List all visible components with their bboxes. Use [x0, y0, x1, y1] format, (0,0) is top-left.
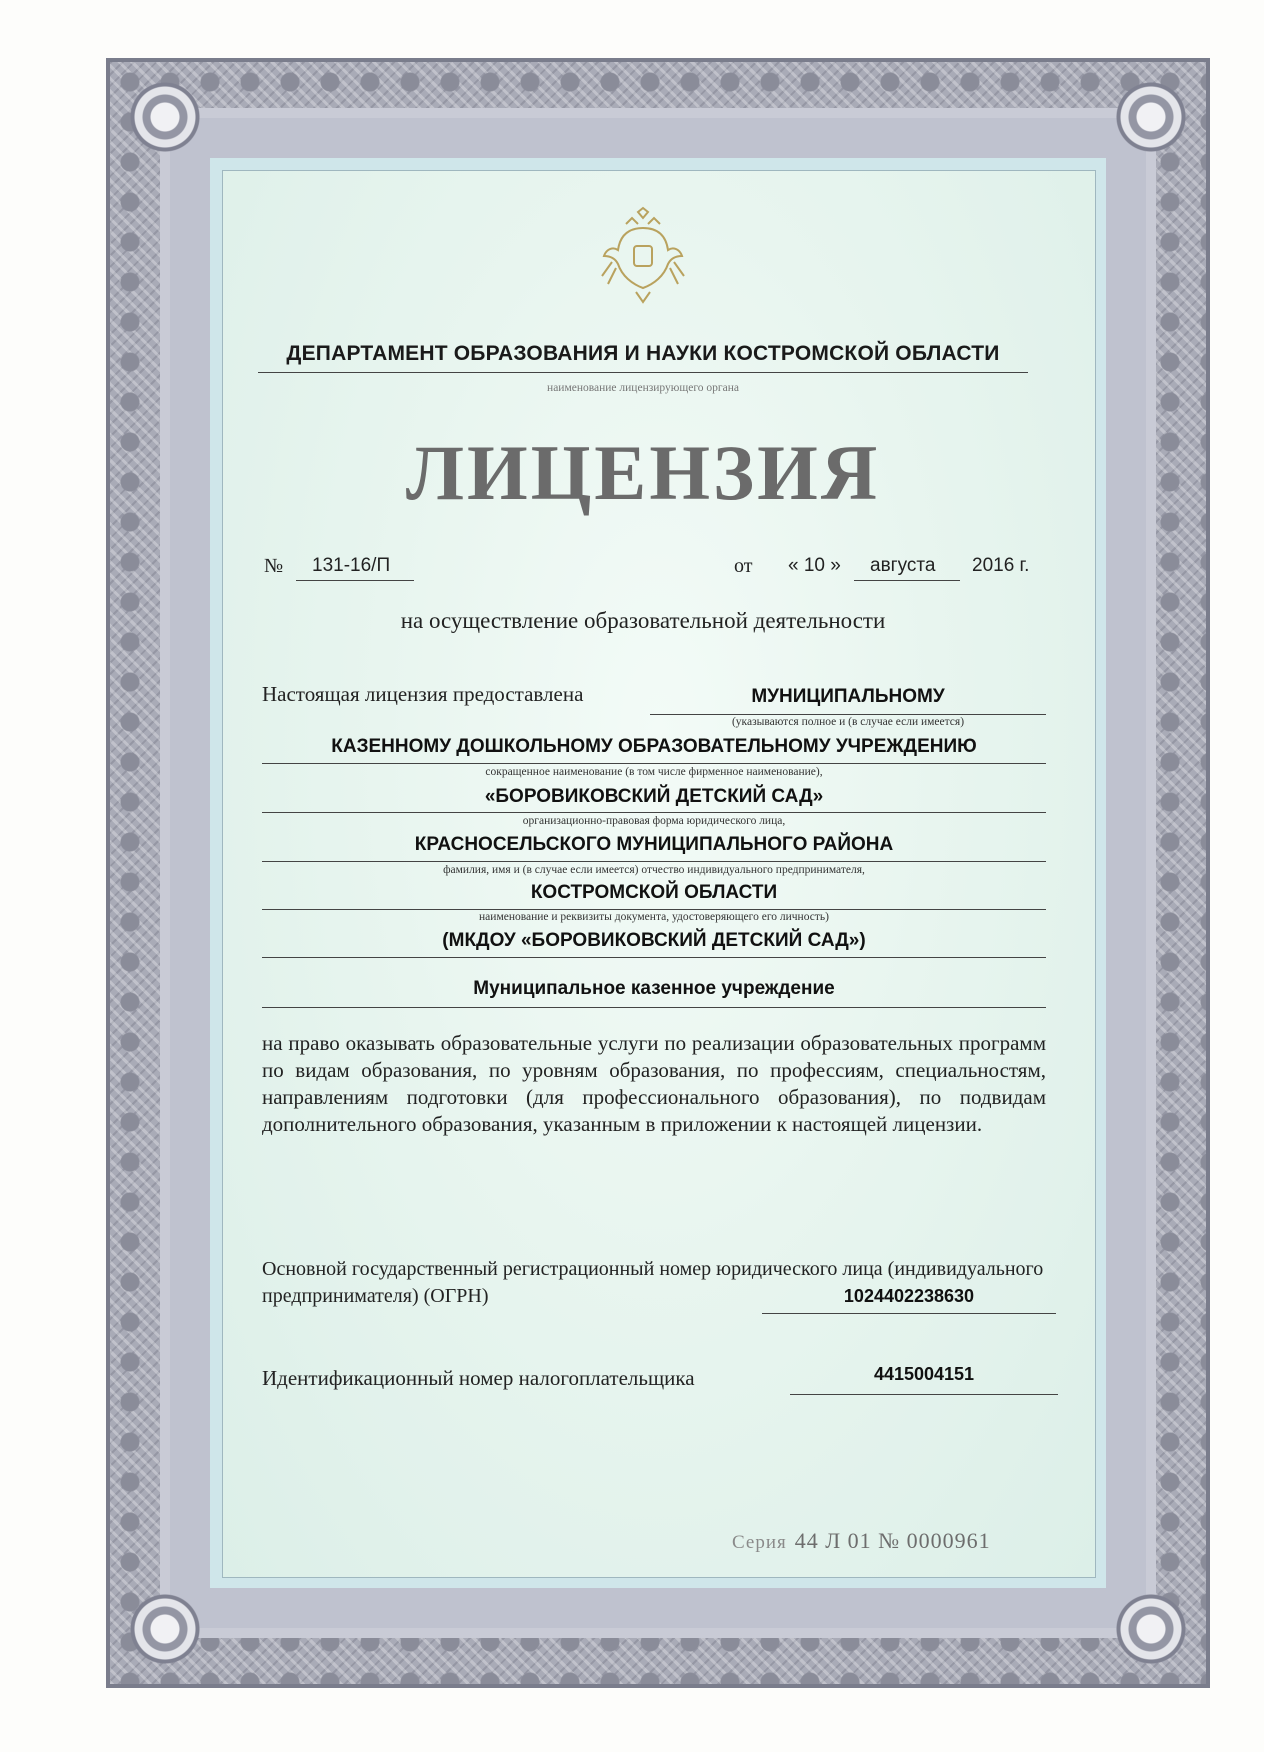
grantee-rule-3	[262, 812, 1046, 813]
grantee-line-1: МУНИЦИПАЛЬНОМУ	[751, 686, 945, 707]
license-purpose: на осуществление образовательной деятельности	[400, 608, 886, 633]
blank-series	[732, 1528, 991, 1554]
authority-underline	[258, 372, 1028, 373]
grantee-rule-4	[262, 861, 1046, 862]
grantee-rule-6	[262, 957, 1046, 958]
document-title: ЛИЦЕНЗИЯ	[405, 429, 881, 516]
series-label: Серия	[732, 1532, 787, 1553]
grantee-line-2: КАЗЕННОМУ ДОШКОЛЬНОМУ ОБРАЗОВАТЕЛЬНОМУ УЧРЕЖДЕНИЮ	[331, 736, 977, 757]
month-underline	[854, 580, 960, 581]
grantee-rule-5	[262, 909, 1046, 910]
license-number: 131-16/П	[312, 555, 391, 576]
grantee-rule-2	[262, 763, 1046, 764]
grantee-caption-3: организационно-правовая форма юридического лица,	[522, 815, 786, 827]
grantee-line-4: КРАСНОСЕЛЬСКОГО МУНИЦИПАЛЬНОГО РАЙОНА	[414, 834, 894, 855]
corner-rosette-icon	[130, 1594, 200, 1664]
corner-rosette-icon	[1116, 82, 1186, 152]
inn-value: 4415004151	[873, 1364, 975, 1384]
grantee-line-7: Муниципальное казенное учреждение	[473, 978, 835, 999]
date-month: августа	[870, 555, 936, 576]
grantee-line-5: КОСТРОМСКОЙ ОБЛАСТИ	[530, 882, 778, 903]
series-number: 44 Л 01 № 0000961	[794, 1528, 991, 1553]
inn-underline	[790, 1394, 1058, 1395]
grantee-line-6: (МКДОУ «БОРОВИКОВСКИЙ ДЕТСКИЙ САД»)	[442, 930, 866, 951]
grantee-label: Настоящая лицензия предоставлена	[262, 682, 584, 706]
date-prefix: от	[734, 555, 753, 577]
corner-rosette-icon	[130, 82, 200, 152]
number-label: №	[264, 555, 284, 577]
grantee-caption-4: фамилия, имя и (в случае если имеется) отчество индивидуального предпринимателя,	[443, 864, 865, 876]
licensing-authority-name: ДЕПАРТАМЕНТ ОБРАЗОВАНИЯ И НАУКИ КОСТРОМСКОЙ ОБЛАСТИ	[286, 342, 1000, 365]
grantee-caption-5: наименование и реквизиты документа, удостоверяющего его личность)	[479, 911, 829, 923]
grantee-rule-7	[262, 1007, 1046, 1008]
grantee-rule-1	[650, 714, 1046, 715]
grantee-caption-2: сокращенное наименование (в том числе фирменное наименование),	[485, 766, 823, 778]
license-rights-text: на право оказывать образовательные услуги по реализации образовательных программ по видам образования, по уровням образования, по профессиям, специальностям, направлениям подготовки (для профессионального образования), по подвидам дополнительного образования, указанным в приложении к настоящей лицензии.	[262, 1031, 1046, 1136]
corner-rosette-icon	[1116, 1594, 1186, 1664]
date-day: « 10 »	[788, 555, 841, 576]
date-year: 2016 г.	[972, 555, 1030, 576]
ogrn-value: 1024402238630	[843, 1286, 975, 1306]
ogrn-underline	[762, 1313, 1056, 1314]
grantee-line-3: «БОРОВИКОВСКИЙ ДЕТСКИЙ САД»	[484, 786, 824, 807]
number-underline	[296, 580, 414, 581]
authority-caption: наименование лицензирующего органа	[547, 382, 739, 394]
grantee-caption-1: (указываются полное и (в случае если имеется)	[731, 716, 965, 728]
inn-label: Идентификационный номер налогоплательщика	[262, 1366, 695, 1390]
ogrn-label: Основной государственный регистрационный номер юридического лица (индивидуального предпринимателя) (ОГРН)	[262, 1258, 1044, 1307]
coat-of-arms-icon	[598, 206, 688, 306]
